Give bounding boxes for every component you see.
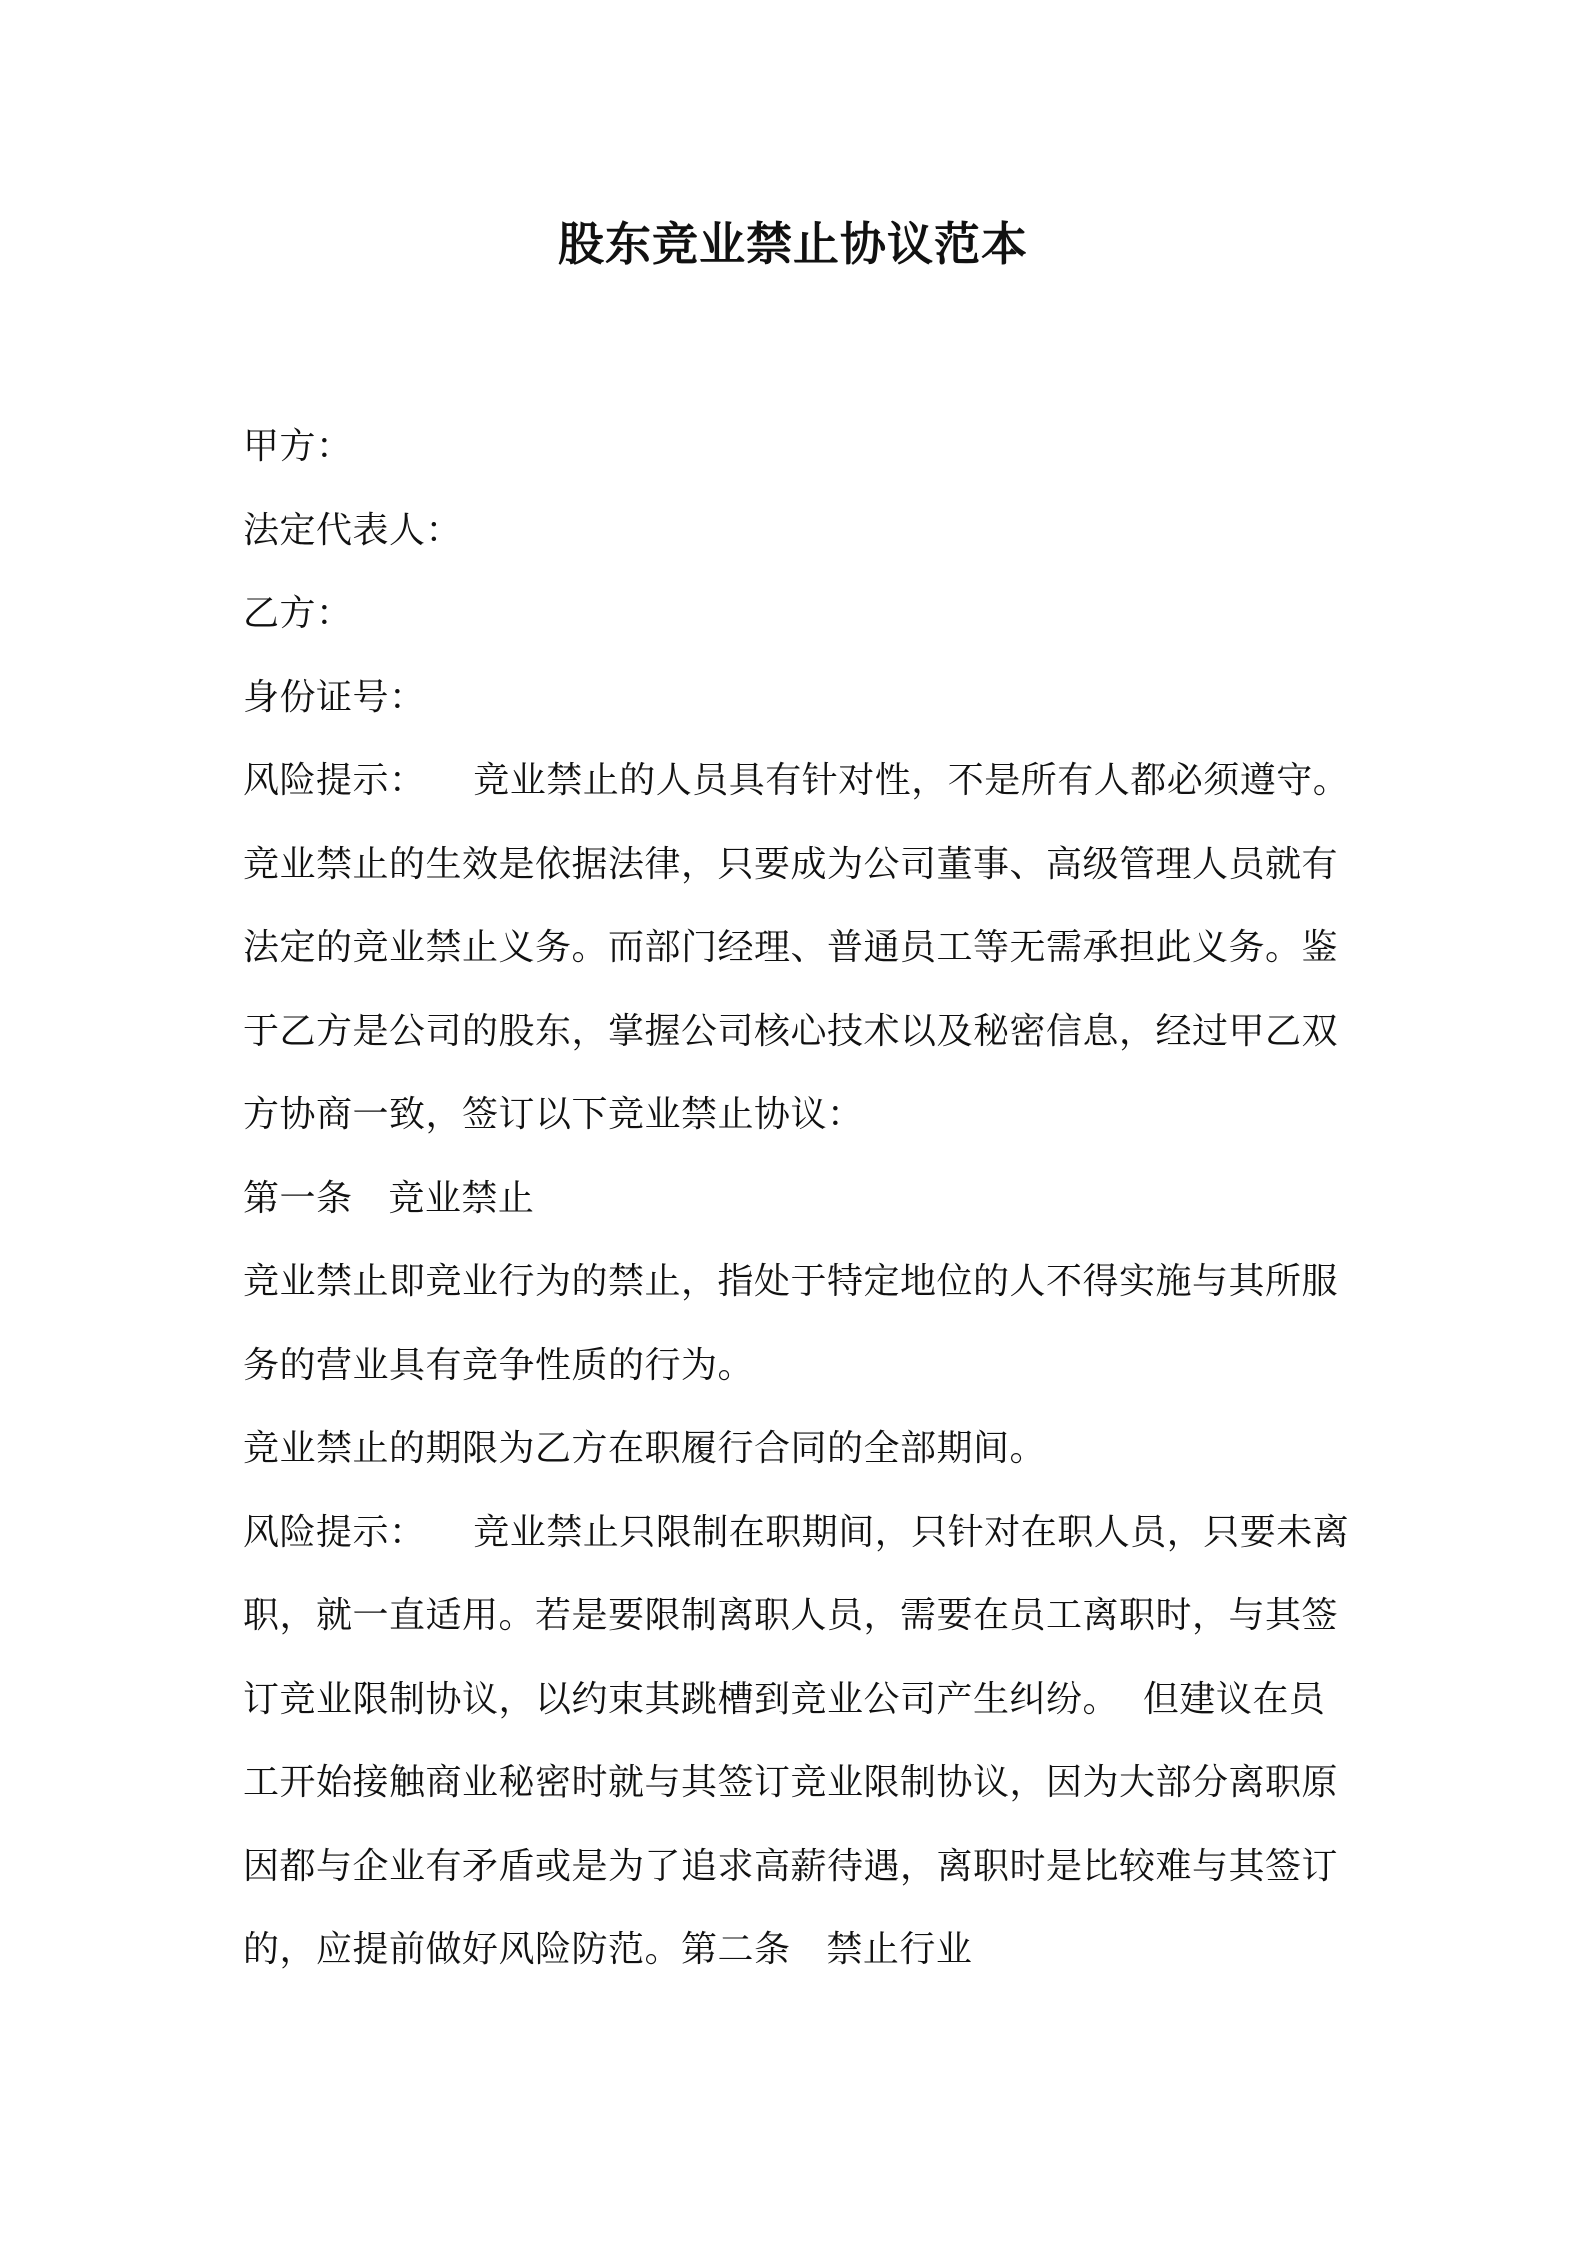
article-1-paragraph-2: 竞业禁止的期限为乙方在职履行合同的全部期间。 (243, 1428, 1047, 1469)
risk-notice-1-line-3: 法定的竞业禁止义务。而部门经理、普通员工等无需承担此义务。鉴 (243, 927, 1339, 968)
article-1-heading: 第一条 竞业禁止 (243, 1177, 535, 1219)
risk-notice-2-line-6: 的，应提前做好风险防范。第二条 禁止行业 (243, 1929, 973, 1970)
risk-notice-1-line-1: 风险提示： 竞业禁止的人员具有针对性，不是所有人都必须遵守。 (243, 760, 1350, 801)
risk-notice-2-line-5: 因都与企业有矛盾或是为了追求高薪待遇，离职时是比较难与其签订 (243, 1845, 1339, 1887)
risk-notice-1-line-2: 竞业禁止的生效是依据法律，只要成为公司董事、高级管理人员就有 (243, 843, 1339, 885)
risk-notice-2-line-2: 职，就一直适用。若是要限制离职人员，需要在员工离职时，与其签 (243, 1595, 1339, 1636)
risk-notice-1-line-5: 方协商一致，签订以下竞业禁止协议： (243, 1094, 864, 1135)
article-1-paragraph-1-line-2: 务的营业具有竞争性质的行为。 (243, 1344, 755, 1386)
legal-representative-line: 法定代表人： (243, 509, 463, 551)
id-number-line: 身份证号： (243, 676, 426, 718)
risk-notice-1-line-4: 于乙方是公司的股东，掌握公司核心技术以及秘密信息，经过甲乙双 (243, 1010, 1339, 1052)
document-body (243, 405, 1355, 1992)
risk-notice-2-line-4: 工开始接触商业秘密时就与其签订竞业限制协议，因为大部分离职原 (243, 1762, 1339, 1803)
party-a-line: 甲方： (243, 426, 353, 467)
document-title: 股东竞业禁止协议范本 (558, 217, 1028, 271)
article-1-paragraph-1-line-1: 竞业禁止即竞业行为的禁止，指处于特定地位的人不得实施与其所服 (243, 1261, 1339, 1302)
risk-notice-2-line-3: 订竞业限制协议，以约束其跳槽到竞业公司产生纠纷。 但建议在员 (243, 1678, 1326, 1720)
party-b-line: 乙方： (243, 593, 353, 634)
risk-notice-2-line-1: 风险提示： 竞业禁止只限制在职期间，只针对在职人员，只要未离 (243, 1511, 1350, 1553)
